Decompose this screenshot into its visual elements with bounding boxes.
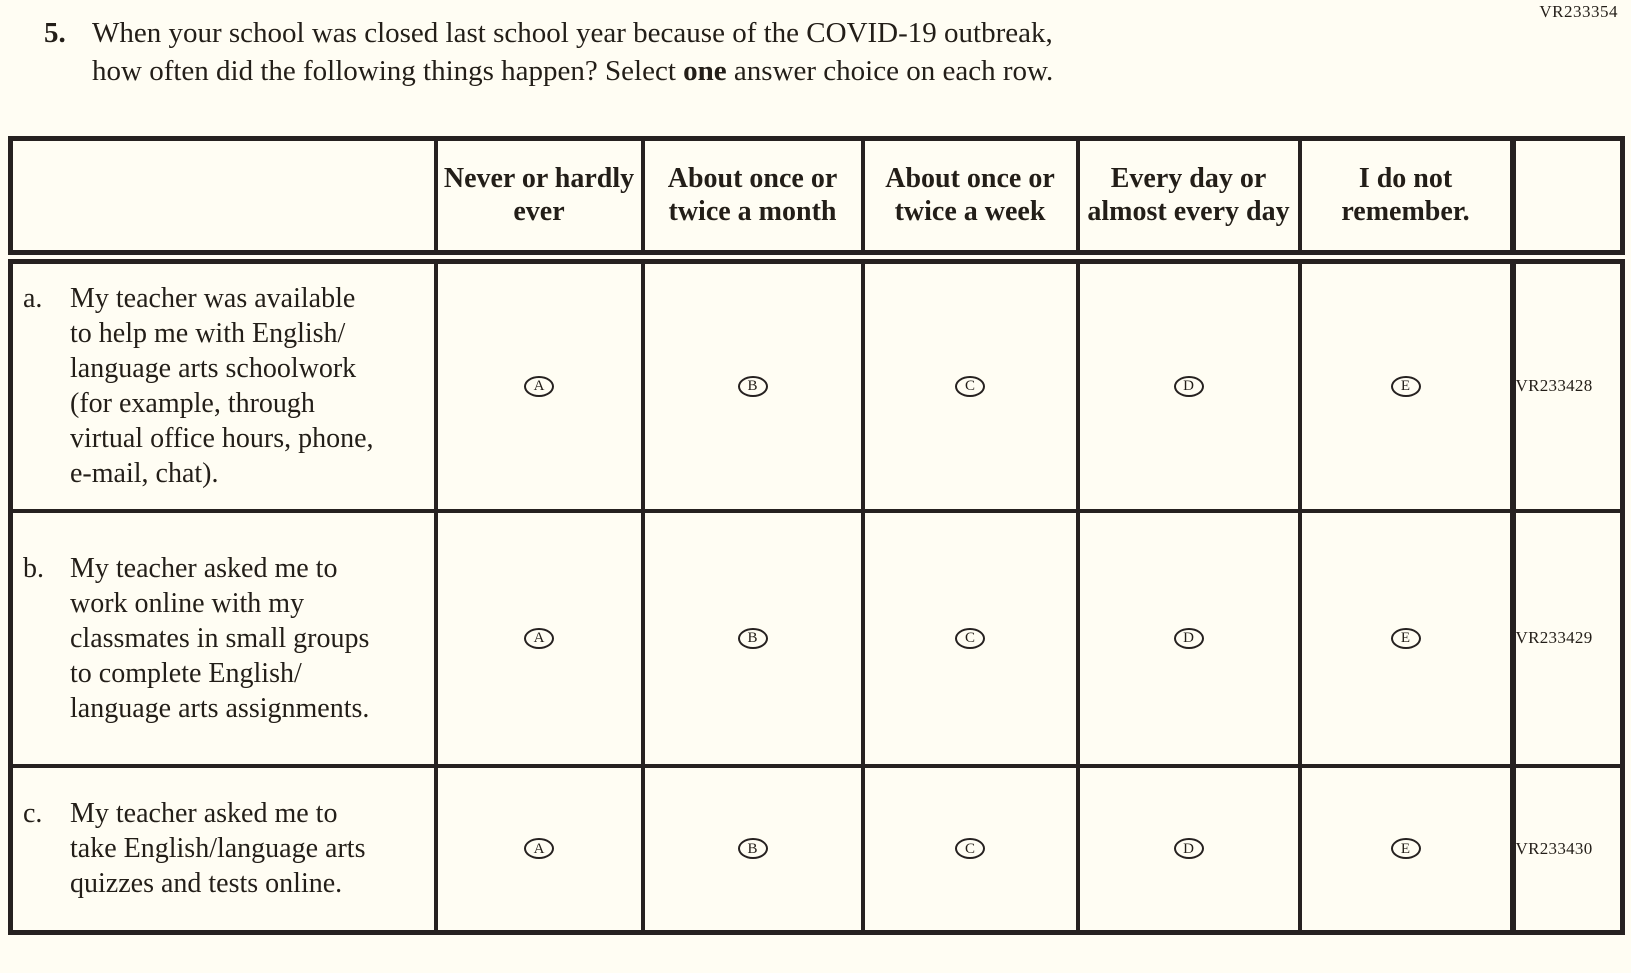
row-stem-cell	[11, 257, 436, 511]
survey-table	[8, 136, 1625, 935]
answer-cell-c1	[436, 766, 643, 933]
answer-cell-b5	[1300, 511, 1513, 766]
answer-cell-a2	[643, 257, 863, 511]
question-text	[92, 14, 1392, 90]
answer-cell-b4	[1078, 511, 1300, 766]
answer-cell-c3	[863, 766, 1078, 933]
row-letter: a.	[23, 283, 43, 314]
answer-cell-c4	[1078, 766, 1300, 933]
vr-code: VR233430	[1513, 766, 1623, 933]
answer-bubble-b[interactable]: B	[738, 838, 768, 859]
question-bold-word: one	[683, 55, 727, 87]
question-block	[44, 14, 1392, 90]
row-stem-cell	[11, 511, 436, 766]
column-header-once-twice-week: About once or twice a week	[863, 139, 1078, 257]
column-header-every-day: Every day or almost every day	[1078, 139, 1300, 257]
answer-bubble-d[interactable]: D	[1174, 838, 1204, 859]
question-line-1: When your school was closed last school year because of the COVID-19 outbreak,	[92, 17, 1053, 49]
column-header-code	[1513, 139, 1623, 257]
column-header-blank	[11, 139, 436, 257]
answer-cell-a1	[436, 257, 643, 511]
answer-bubble-e[interactable]: E	[1391, 838, 1421, 859]
answer-bubble-a[interactable]: A	[524, 628, 554, 649]
answer-bubble-c[interactable]: C	[955, 838, 985, 859]
table-row-b	[11, 511, 1623, 766]
answer-bubble-b[interactable]: B	[738, 376, 768, 397]
question-line-2-start: how often did the following things happen? Select	[92, 55, 684, 87]
question-number: 5.	[44, 17, 66, 49]
column-header-do-not-remember: I do not remember.	[1300, 139, 1513, 257]
row-label: My teacher asked me to take English/​language arts quizzes and tests online.	[70, 798, 366, 900]
table-row-a	[11, 257, 1623, 511]
question-line-2-end: answer choice on each row.	[726, 55, 1054, 87]
answer-cell-c5	[1300, 766, 1513, 933]
answer-cell-b3	[863, 511, 1078, 766]
answer-cell-b1	[436, 511, 643, 766]
row-letter: c.	[23, 798, 43, 830]
vr-code: VR233428	[1513, 257, 1623, 511]
answer-bubble-e[interactable]: E	[1391, 628, 1421, 649]
answer-bubble-c[interactable]: C	[955, 376, 985, 397]
answer-cell-c2	[643, 766, 863, 933]
question-line-2	[92, 52, 1392, 90]
answer-bubble-d[interactable]: D	[1174, 628, 1204, 649]
answer-bubble-c[interactable]: C	[955, 628, 985, 649]
answer-cell-b2	[643, 511, 863, 766]
answer-cell-a4	[1078, 257, 1300, 511]
answer-bubble-a[interactable]: A	[524, 376, 554, 397]
header-row	[11, 139, 1623, 257]
row-letter: b.	[23, 552, 44, 584]
answer-cell-a3	[863, 257, 1078, 511]
vr-code: VR233429	[1513, 511, 1623, 766]
column-header-never: Never or hardly ever	[436, 139, 643, 257]
column-header-once-twice-month: About once or twice a month	[643, 139, 863, 257]
answer-bubble-e[interactable]: E	[1391, 376, 1421, 397]
table-row-c	[11, 766, 1623, 933]
row-label: My teacher asked me to work online with my classmates in small groups to complete English/​language arts assignments.	[70, 552, 370, 724]
answer-cell-a5	[1300, 257, 1513, 511]
answer-bubble-a[interactable]: A	[524, 838, 554, 859]
answer-bubble-b[interactable]: B	[738, 628, 768, 649]
row-stem-cell	[11, 766, 436, 933]
answer-bubble-d[interactable]: D	[1174, 376, 1204, 397]
row-label: My teacher was available to help me with English/​language arts schoolwork (for example, through virtual office hours, phone, e-mail, chat).	[70, 283, 374, 489]
page-code: VR233354	[1539, 2, 1618, 21]
